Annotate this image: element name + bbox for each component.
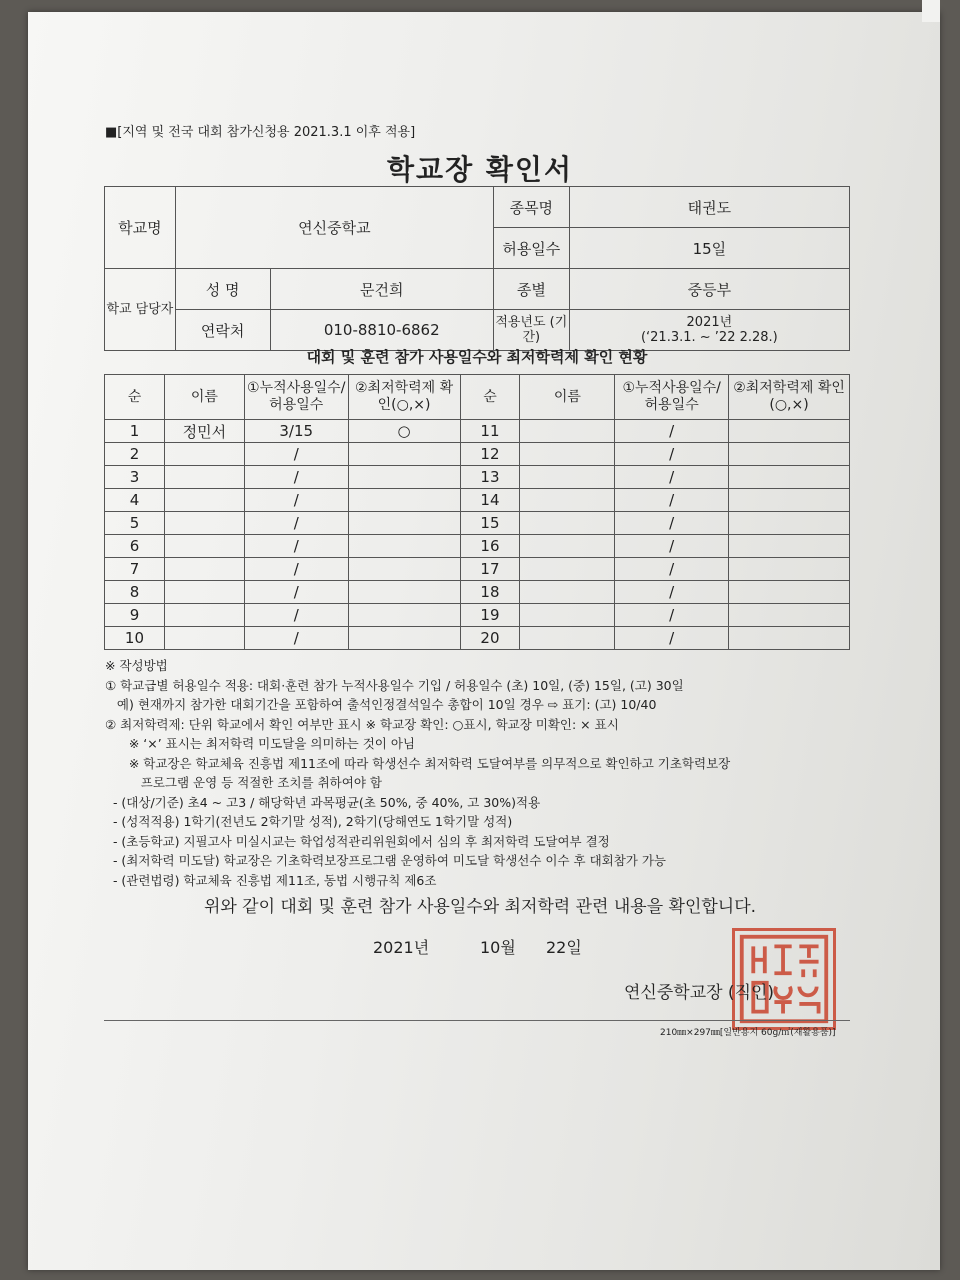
- cell-no: 8: [105, 581, 165, 604]
- instruction-line: - (성적적용) 1학기(전년도 2학기말 성적), 2학기(당해연도 1학기말 성적): [105, 814, 513, 829]
- cell-check: [348, 512, 460, 535]
- paper-corner: [922, 0, 940, 22]
- cell-name: [164, 535, 244, 558]
- cell-name: 정민서: [164, 420, 244, 443]
- instruction-line: - (최저학력 미도달) 학교장은 기초학력보장프로그램 운영하여 미도달 학생선수 이수 후 대회참가 가능: [105, 853, 666, 868]
- cell-days: /: [244, 466, 348, 489]
- contact-value: 010-8810-6862: [270, 310, 493, 351]
- cell-days: /: [615, 581, 729, 604]
- allowed-days-value: 15일: [569, 228, 849, 269]
- cell-no: 19: [460, 604, 520, 627]
- table-row: [105, 604, 850, 627]
- table-row: [105, 466, 850, 489]
- cell-name: [520, 581, 615, 604]
- instruction-line: 프로그램 운영 등 적절한 조치를 취하여야 함: [105, 775, 382, 790]
- cell-check: [729, 558, 850, 581]
- cell-days: /: [244, 443, 348, 466]
- cell-name: [520, 443, 615, 466]
- cell-no: 14: [460, 489, 520, 512]
- confirmation-text: 위와 같이 대회 및 훈련 참가 사용일수와 최저학력 관련 내용을 확인합니다.: [203, 897, 757, 917]
- cell-check: [729, 443, 850, 466]
- cell-check: [348, 535, 460, 558]
- instruction-line: ① 학교급별 허용일수 적용: 대회·훈련 참가 누적사용일수 기입 / 허용일수 (초) 10일, (중) 15일, (고) 30일: [105, 677, 684, 693]
- cell-days: /: [244, 627, 348, 650]
- info-table: [104, 186, 850, 351]
- header-days: ①누적사용일수/ 허용일수: [244, 375, 348, 420]
- cell-days: /: [615, 512, 729, 535]
- cell-check: [729, 489, 850, 512]
- year-period: (‘21.3.1. ~ ’22 2.28.): [640, 330, 778, 345]
- cell-name: [164, 489, 244, 512]
- cell-check: [729, 535, 850, 558]
- cell-days: /: [244, 489, 348, 512]
- cell-check: [729, 466, 850, 489]
- table-row: [105, 512, 850, 535]
- table-row: [105, 489, 850, 512]
- cell-days: /: [615, 558, 729, 581]
- manager-label: 학교 담당자: [105, 269, 176, 351]
- instruction-line: - (관련법령) 학교체육 진흥법 제11조, 동법 시행규칙 제6조: [105, 872, 437, 888]
- cell-no: 9: [105, 604, 165, 627]
- principal-signature: 연신중학교장 (직인): [624, 983, 775, 1003]
- cell-check: [729, 604, 850, 627]
- cell-days: /: [244, 535, 348, 558]
- instruction-line: - (대상/기준) 초4 ~ 고3 / 해당학년 과목평균(초 50%, 중 40%, 고 30%)적용: [105, 794, 541, 810]
- cell-name: [164, 581, 244, 604]
- header-days: ①누적사용일수/ 허용일수: [615, 375, 729, 420]
- cell-name: [520, 627, 615, 650]
- cell-no: 15: [460, 512, 520, 535]
- cell-days: /: [244, 581, 348, 604]
- cell-days: /: [244, 558, 348, 581]
- name-label: 성 명: [175, 269, 270, 310]
- header-check: ②최저학력제 확인(○,×): [348, 375, 460, 420]
- cell-check: [729, 512, 850, 535]
- cell-days: /: [615, 489, 729, 512]
- cell-name: [520, 420, 615, 443]
- cell-name: [520, 604, 615, 627]
- cell-no: 20: [460, 627, 520, 650]
- header-name: 이름: [520, 375, 615, 420]
- instruction-line: ② 최저학력제: 단위 학교에서 확인 여부만 표시 ※ 학교장 확인: ○표시, 학교장 미확인: × 표시: [105, 716, 619, 732]
- status-table-title: 대회 및 훈련 참가 사용일수와 최저학력제 확인 현황: [306, 348, 648, 366]
- cell-name: [520, 535, 615, 558]
- cell-no: 11: [460, 420, 520, 443]
- event-label: 종목명: [493, 187, 569, 228]
- instruction-line: 예) 현재까지 참가한 대회기간을 포함하여 출석인정결석일수 총합이 10일 경우 ⇨ 표기: (고) 10/40: [105, 697, 657, 712]
- cell-name: [164, 443, 244, 466]
- cell-no: 1: [105, 420, 165, 443]
- header-name: 이름: [164, 375, 244, 420]
- table-row: [105, 535, 850, 558]
- year-label: 적용년도 (기간): [493, 310, 569, 351]
- cell-days: /: [615, 535, 729, 558]
- table-row: [105, 558, 850, 581]
- cell-name: [520, 558, 615, 581]
- cell-days: 3/15: [244, 420, 348, 443]
- table-row: [105, 627, 850, 650]
- instruction-line: - (초등학교) 지필고사 미실시교는 학업성적관리위원회에서 심의 후 최저학력 도달여부 결정: [105, 833, 610, 849]
- cell-check: ○: [348, 420, 460, 443]
- footer-divider: [104, 1020, 850, 1021]
- cell-no: 3: [105, 466, 165, 489]
- cell-days: /: [244, 604, 348, 627]
- cell-name: [520, 489, 615, 512]
- cell-days: /: [615, 604, 729, 627]
- cell-days: /: [615, 627, 729, 650]
- header-no: 순: [460, 375, 520, 420]
- allowed-days-label: 허용일수: [493, 228, 569, 269]
- date-year: 2021년: [373, 938, 430, 957]
- cell-check: [729, 581, 850, 604]
- cell-no: 17: [460, 558, 520, 581]
- table-row: [105, 420, 850, 443]
- cell-check: [348, 443, 460, 466]
- instruction-line: ※ 학교장은 학교체육 진흥법 제11조에 따라 학생선수 최저학력 도달여부를 의무적으로 확인하고 기초학력보장: [105, 755, 731, 771]
- year-value: 2021년: [686, 315, 733, 330]
- cell-no: 10: [105, 627, 165, 650]
- cell-check: [348, 489, 460, 512]
- cell-no: 6: [105, 535, 165, 558]
- cell-no: 13: [460, 466, 520, 489]
- cell-no: 18: [460, 581, 520, 604]
- contact-label: 연락처: [175, 310, 270, 351]
- category-label: 종별: [493, 269, 569, 310]
- cell-no: 4: [105, 489, 165, 512]
- document-title: 학교장 확인서: [386, 153, 574, 186]
- cell-days: /: [615, 420, 729, 443]
- cell-no: 5: [105, 512, 165, 535]
- school-value: 연신중학교: [175, 187, 493, 269]
- cell-check: [348, 558, 460, 581]
- cell-check: [729, 627, 850, 650]
- date-month: 10월: [480, 938, 516, 957]
- cell-name: [520, 512, 615, 535]
- instruction-line: ※ 작성방법: [105, 658, 168, 673]
- cell-name: [164, 604, 244, 627]
- school-label: 학교명: [105, 187, 176, 269]
- status-table: [104, 374, 850, 650]
- cell-name: [164, 512, 244, 535]
- header-no: 순: [105, 375, 165, 420]
- cell-days: /: [615, 443, 729, 466]
- instructions: [105, 656, 865, 890]
- cell-days: /: [244, 512, 348, 535]
- cell-check: [729, 420, 850, 443]
- cell-name: [164, 466, 244, 489]
- date-day: 22일: [546, 938, 582, 957]
- category-value: 중등부: [569, 269, 849, 310]
- cell-no: 12: [460, 443, 520, 466]
- cell-check: [348, 627, 460, 650]
- cell-check: [348, 604, 460, 627]
- cell-name: [520, 466, 615, 489]
- year-cell: [569, 310, 849, 351]
- cell-name: [164, 558, 244, 581]
- name-value: 문건희: [270, 269, 493, 310]
- header-note: ■[지역 및 전국 대회 참가신청용 2021.3.1 이후 적용]: [105, 125, 416, 140]
- header-check: ②최저학력제 확인(○,×): [729, 375, 850, 420]
- cell-no: 7: [105, 558, 165, 581]
- table-row: [105, 443, 850, 466]
- cell-days: /: [615, 466, 729, 489]
- cell-name: [164, 627, 244, 650]
- table-row: [105, 581, 850, 604]
- event-value: 태권도: [569, 187, 849, 228]
- instruction-line: ※ ‘×’ 표시는 최저학력 미도달을 의미하는 것이 아님: [105, 736, 415, 751]
- paper-spec: 210㎜×297㎜[일반용지 60g/㎡(재활용품)]: [660, 1028, 836, 1038]
- cell-no: 16: [460, 535, 520, 558]
- cell-no: 2: [105, 443, 165, 466]
- cell-check: [348, 466, 460, 489]
- cell-check: [348, 581, 460, 604]
